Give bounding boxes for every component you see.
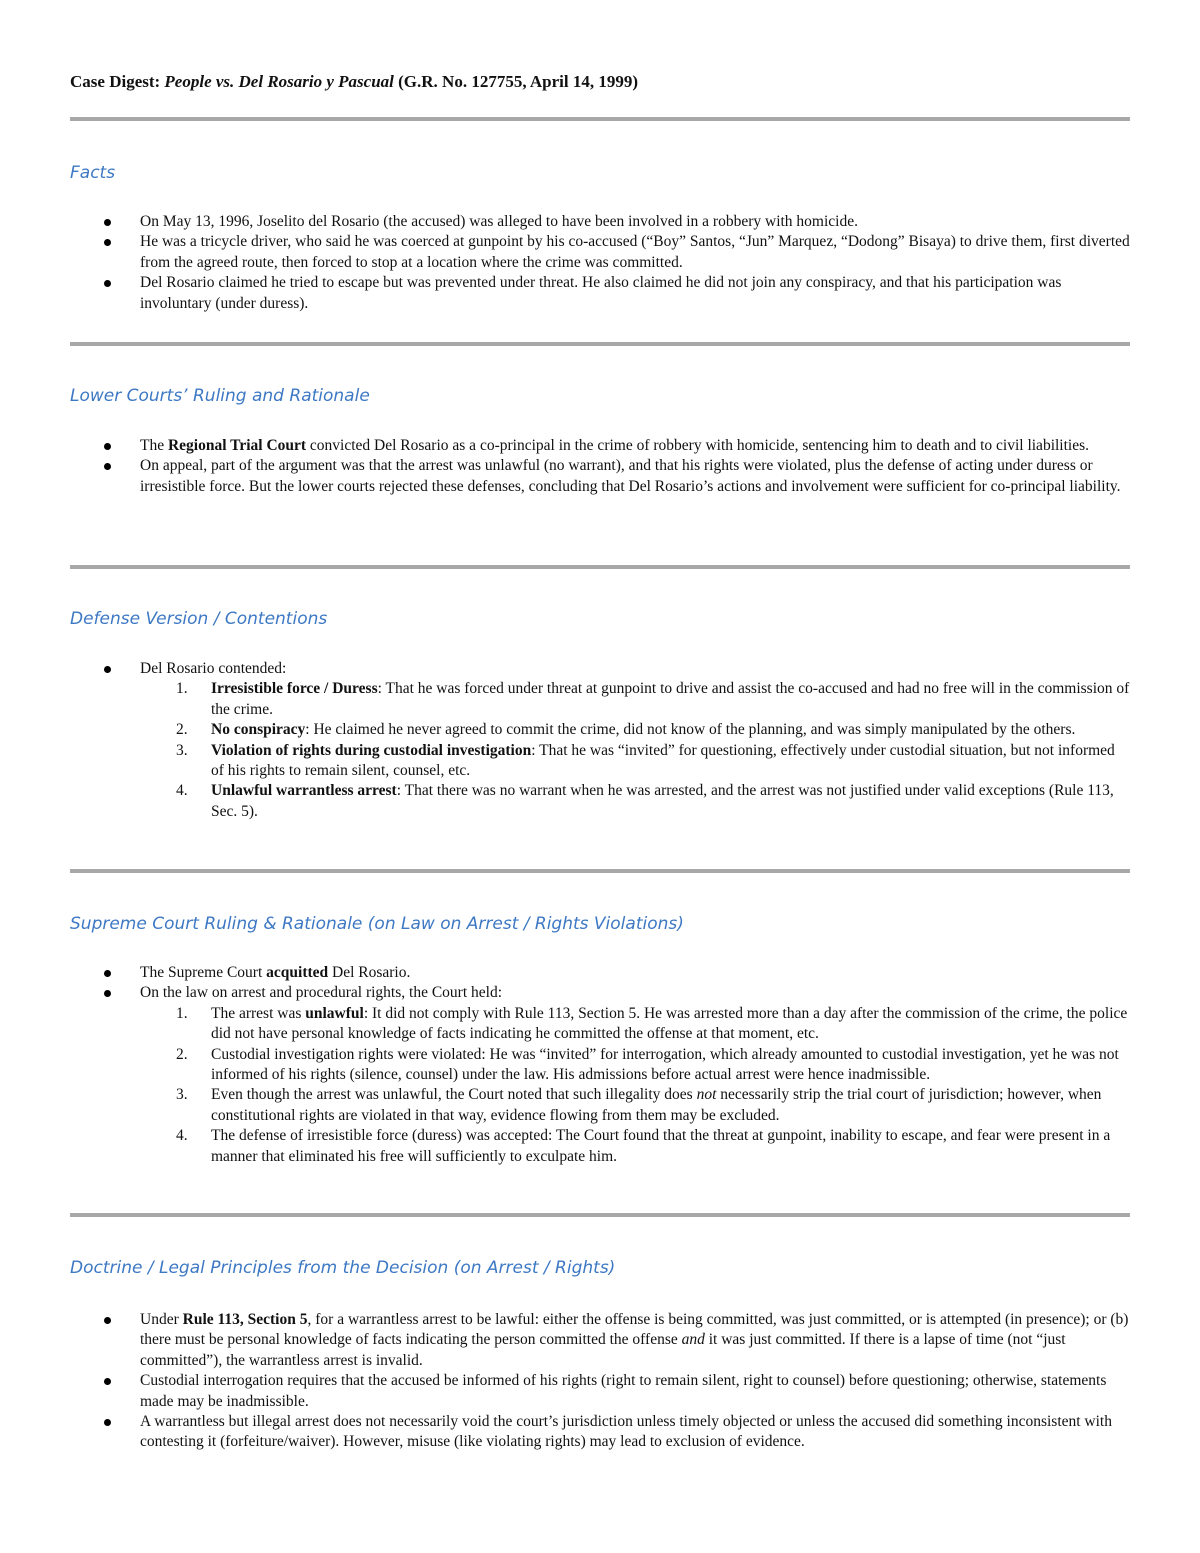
divider: [70, 117, 1130, 121]
numbered-item: 1. The arrest was unlawful: It did not comply with Rule 113, Section 5. He was arrested more than a day after the commission of the crime, the police did not have personal knowledge of facts indicating he committed the offense at that moment, etc.: [176, 1004, 1128, 1043]
list-item: Custodial interrogation requires that the accused be informed of his rights (right to remain silent, right to counsel) before questioning; otherwise, statements made may be inadmissible.: [70, 1371, 1130, 1412]
title-suffix: (G.R. No. 127755, April 14, 1999): [393, 72, 639, 91]
heading-doctrine: Doctrine / Legal Principles from the Decision (on Arrest / Rights): [70, 1258, 616, 1278]
numbered-item: 4. Unlawful warrantless arrest: That there was no warrant when he was arrested, and the arrest was not justified under valid exceptions (Rule 113, Sec. 5).: [176, 782, 1114, 820]
doctrine-list: [70, 1310, 1130, 1453]
list-item: Del Rosario claimed he tried to escape but was prevented under threat. He also claimed he did not join any conspiracy, and that his participation was involuntary (under duress).: [70, 273, 1130, 314]
heading-lower-courts: Lower Courts’ Ruling and Rationale: [70, 386, 370, 406]
numbered-item: 2. Custodial investigation rights were violated: He was “invited” for interrogation, which already amounted to custodial investigation, yet he was not informed of his rights (silence, counsel) under the law. His admissions before actual arrest were hence inadmissible.: [176, 1045, 1119, 1084]
numbered-item: 1. Irresistible force / Duress: That he was forced under threat at gunpoint to drive and assist the co-accused and had no free will in the commission of the crime.: [176, 680, 1130, 718]
bullet-icon: [104, 280, 111, 287]
list-item: He was a tricycle driver, who said he was coerced at gunpoint by his co-accused (“Boy” Santos, “Jun” Marquez, “Dodong” Bisaya) to drive them, first diverted from the agreed route, then forced to stop at a location where the crime was committed.: [70, 232, 1130, 273]
bullet-icon: [104, 990, 111, 997]
list-item: On appeal, part of the argument was that the arrest was unlawful (no warrant), and that his rights were violated, plus the defense of acting under duress or irresistible force. But the lower courts rejected these defenses, concluding that Del Rosario’s actions and involvement were sufficient for co-principal liability.: [70, 456, 1130, 497]
title-prefix: Case Digest:: [70, 72, 165, 91]
heading-supreme-court: Supreme Court Ruling & Rationale (on Law on Arrest / Rights Violations): [70, 914, 684, 934]
bullet-icon: [104, 239, 111, 246]
bullet-icon: [104, 219, 111, 226]
defense-numbered-list: [140, 679, 1130, 822]
list-item: The Supreme Court acquitted Del Rosario.: [70, 963, 1130, 983]
bullet-icon: [104, 443, 111, 450]
divider: [70, 342, 1130, 346]
lower-courts-list: [70, 436, 1130, 497]
list-item: The Regional Trial Court convicted Del Rosario as a co-principal in the crime of robbery with homicide, sentencing him to death and to civil liabilities.: [70, 436, 1130, 456]
divider: [70, 565, 1130, 569]
list-item: On the law on arrest and procedural rights, the Court held: 1. The arrest was unlawful: It did not comply with Rule 113, Section 5. He was arrested more than a day after the commission of the crime, the police did not have personal knowledge of facts indicating he committed the offense at that moment, etc. 2. Custodial investigation rights were violated: He was “invited” for interrogation, which already amounted to custodial investigation, yet he was not informed of his rights (silence, counsel) under the law. His admissions before actual arrest were hence inadmissible. 3. Even though the arrest was unlawful, the Court noted that such illegality does not necessarily strip the trial court of jurisdiction; however, when constitutional rights are violated in that way, evidence flowing from them may be excluded. 4. The defense of irresistible force (duress) was accepted: The Court found that the threat at gunpoint, inability to escape, and fear were present in a manner that eliminated his free will sufficiently to exculpate him.: [70, 983, 1130, 1167]
supreme-court-list: [70, 963, 1130, 1167]
list-item: A warrantless but illegal arrest does not necessarily void the court’s jurisdiction unless timely objected or unless the accused did something inconsistent with contesting it (forfeiture/waiver). However, misuse (like violating rights) may lead to exclusion of evidence.: [70, 1412, 1130, 1453]
bullet-icon: [104, 970, 111, 977]
facts-list: [70, 212, 1130, 314]
divider: [70, 1213, 1130, 1217]
divider: [70, 869, 1130, 873]
numbered-item: 3. Even though the arrest was unlawful, the Court noted that such illegality does not necessarily strip the trial court of jurisdiction; however, when constitutional rights are violated in that way, evidence flowing from them may be excluded.: [176, 1086, 1102, 1124]
document-title: [70, 72, 1130, 92]
defense-list: [70, 659, 1130, 822]
bullet-icon: [104, 1317, 111, 1324]
list-item: Under Rule 113, Section 5, for a warrantless arrest to be lawful: either the offense is being committed, was just committed, or is attempted (in presence); or (b) there must be personal knowledge of facts indicating the person committed the offense and it was just committed. If there is a lapse of time (not “just committed”), the warrantless arrest is invalid.: [70, 1310, 1130, 1371]
numbered-item: 2. No conspiracy: He claimed he never agreed to commit the crime, did not know of the planning, and was simply manipulated by the others.: [176, 721, 1076, 739]
supreme-numbered-list: [140, 1004, 1130, 1167]
list-item: Del Rosario contended: 1. Irresistible force / Duress: That he was forced under threat at gunpoint to drive and assist the co-accused and had no free will in the commission of the crime. 2. No conspiracy: He claimed he never agreed to commit the crime, did not know of the planning, and was simply manipulated by the others. 3. Violation of rights during custodial investigation: That he was “invited” for questioning, effectively under custodial situation, but not informed of his rights to remain silent, counsel, etc. 4. Unlawful warrantless arrest: That there was no warrant when he was arrested, and the arrest was not justified under valid exceptions (Rule 113, Sec. 5).: [70, 659, 1130, 822]
numbered-item: 4. The defense of irresistible force (duress) was accepted: The Court found that the threat at gunpoint, inability to escape, and fear were present in a manner that eliminated his free will sufficiently to exculpate him.: [176, 1127, 1111, 1165]
bullet-icon: [104, 463, 111, 470]
list-item: On May 13, 1996, Joselito del Rosario (the accused) was alleged to have been involved in a robbery with homicide.: [70, 212, 1130, 232]
numbered-item: 3. Violation of rights during custodial investigation: That he was “invited” for questioning, effectively under custodial situation, but not informed of his rights to remain silent, counsel, etc.: [176, 741, 1115, 780]
title-case-name: People vs. Del Rosario y Pascual: [164, 72, 394, 91]
bullet-icon: [104, 666, 111, 673]
bullet-icon: [104, 1419, 111, 1426]
heading-defense: Defense Version / Contentions: [70, 609, 328, 629]
heading-facts: Facts: [70, 163, 116, 183]
bullet-icon: [104, 1378, 111, 1385]
